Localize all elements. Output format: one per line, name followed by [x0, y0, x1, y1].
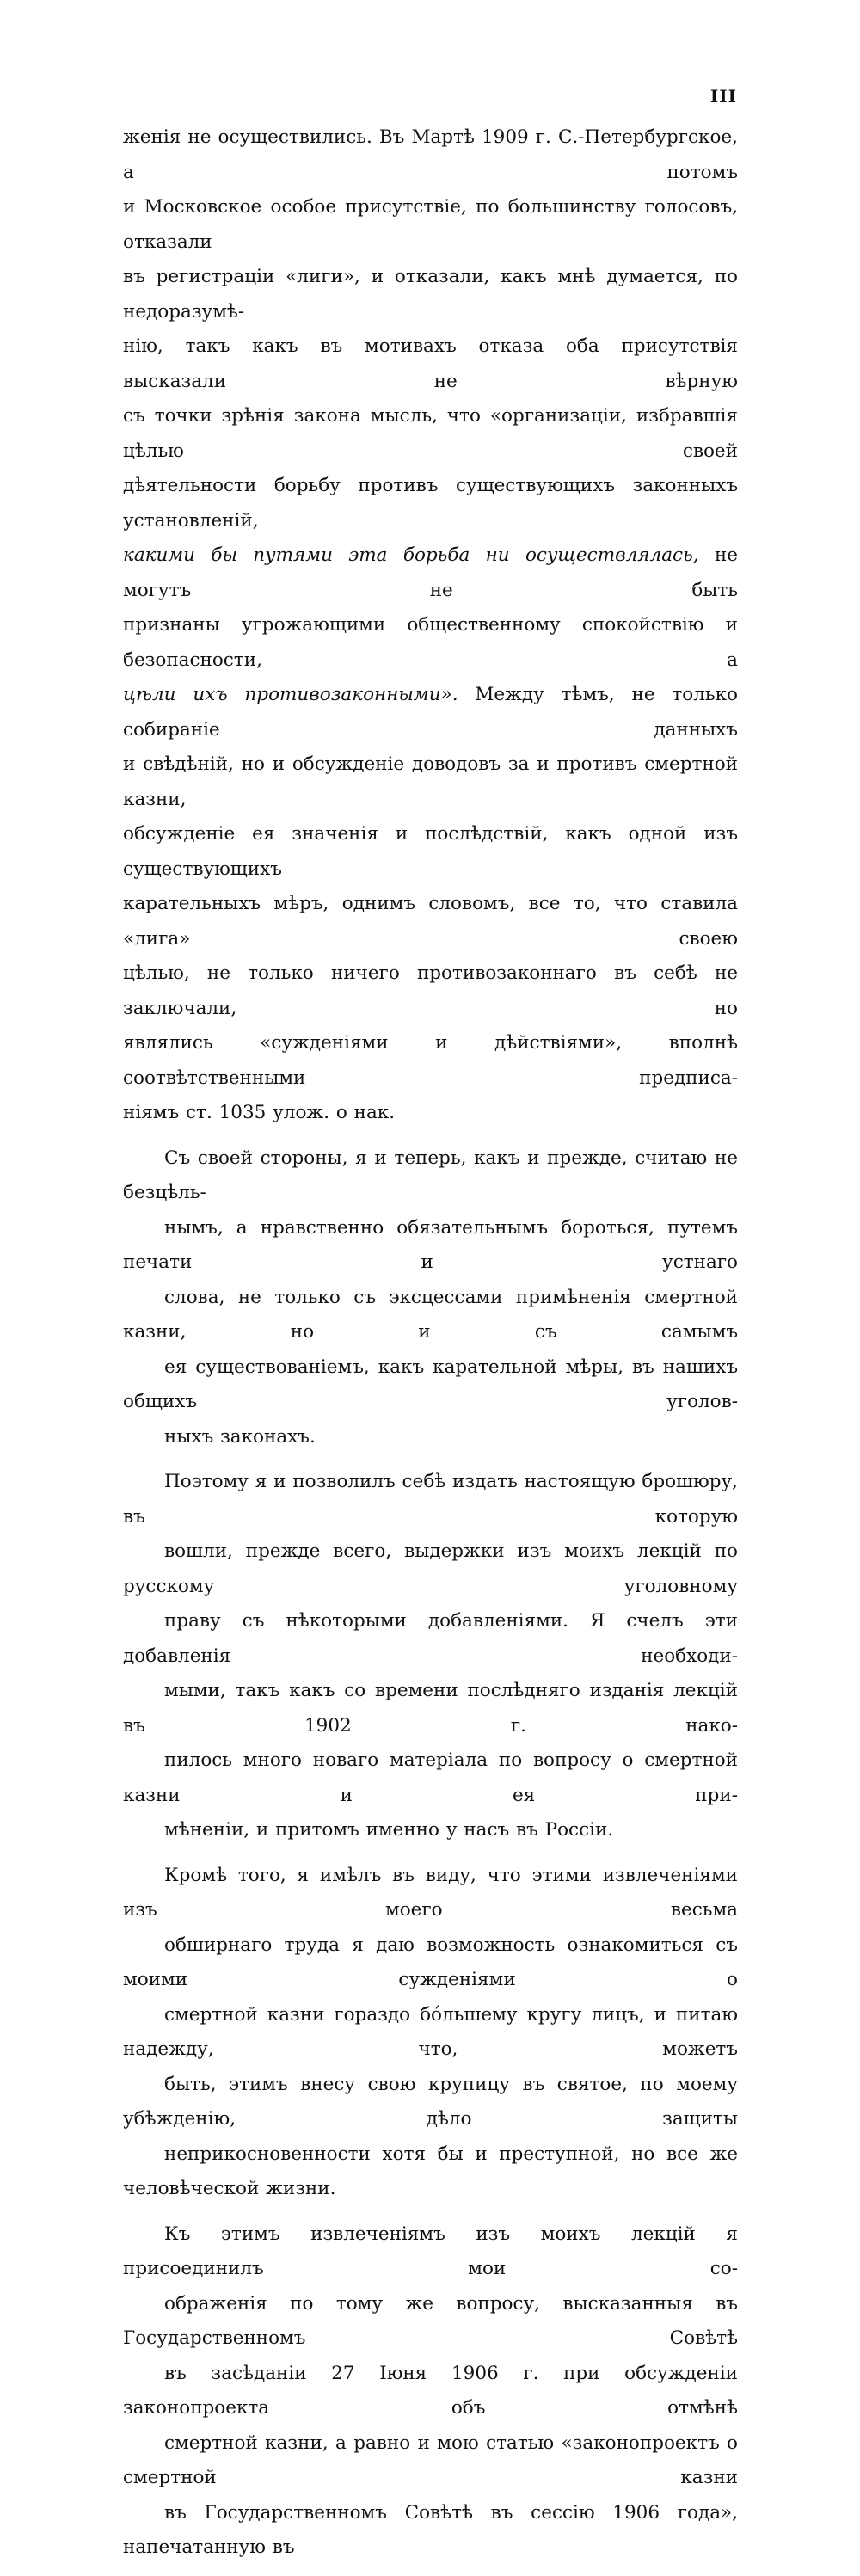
- text-line: вошли, прежде всего, выдержки изъ моихъ лекцій по русскому уголовному: [123, 1540, 738, 1597]
- text-line: Поэтому я и позволилъ себѣ издать настоящую брошюру, въ которую: [123, 1471, 738, 1528]
- text-line: мыми, такъ какъ со времени послѣдняго изданія лекцій въ 1902 г. нако-: [123, 1680, 738, 1737]
- paragraph-4: [123, 1859, 738, 2207]
- text-line: слова, не только съ эксцессами примѣненія смертной казни, но и съ самымъ: [123, 1286, 738, 1343]
- text-line: признаны угрожающими общественному спокойствію и безопасности, а: [123, 614, 738, 671]
- text-line: съ точки зрѣнія закона мысль, что «организаціи, избравшія цѣлью своей: [123, 405, 738, 462]
- text-line: въ Государственномъ Совѣтѣ въ сессію 1906 года», напечатанную въ: [123, 2501, 738, 2558]
- text-line: въ регистраціи «лиги», и отказали, какъ мнѣ думается, по недоразумѣ-: [123, 266, 738, 323]
- paragraph-2: [123, 1141, 738, 1455]
- text-line: обсужденіе ея значенія и послѣдствій, какъ одной изъ существующихъ: [123, 823, 738, 880]
- text-line: смертной казни, а равно и мою статью «законопроектъ о смертной казни: [123, 2432, 738, 2488]
- paragraph-3: [123, 1465, 738, 1848]
- text-line: ныхъ законахъ.: [164, 1425, 316, 1448]
- regular-text: Между тѣмъ, не только собираніе данныхъ: [123, 684, 738, 741]
- text-line: карательныхъ мѣръ, однимъ словомъ, все то, что ставила «лига» своею: [123, 893, 738, 950]
- text-line: [123, 678, 738, 747]
- italic-text: цѣли ихъ противозаконными».: [123, 684, 458, 705]
- italic-text: какими бы путями эта борьба ни осуществлялась,: [123, 544, 699, 566]
- body-text: [123, 120, 738, 2576]
- text-line: и свѣдѣній, но и обсужденіе доводовъ за и противъ смертной казни,: [123, 753, 738, 810]
- text-line: нію, такъ какъ въ мотивахъ отказа оба присутствія высказали не вѣрную: [123, 335, 738, 392]
- text-line: дѣятельности борьбу противъ существующихъ законныхъ установленій,: [123, 475, 738, 532]
- text-line: ніямъ ст. 1035 улож. о нак.: [123, 1102, 396, 1123]
- text-line: [123, 538, 738, 608]
- page-number: III: [710, 86, 737, 107]
- text-line: неприкосновенности хотя бы и преступной, но все же человѣческой жизни.: [123, 2143, 738, 2199]
- text-line: праву съ нѣкоторыми добавленіями. Я счелъ эти добавленія необходи-: [123, 1610, 738, 1667]
- text-line: нымъ, а нравственно обязательнымъ бороться, путемъ печати и устнаго: [123, 1216, 738, 1273]
- text-line: ея существованіемъ, какъ карательной мѣры, въ нашихъ общихъ уголов-: [123, 1356, 738, 1412]
- text-line: ображенія по тому же вопросу, высказанныя въ Государственномъ Совѣтѣ: [123, 2292, 738, 2349]
- text-line: Съ своей стороны, я и теперь, какъ и прежде, считаю не безцѣль-: [123, 1147, 738, 1203]
- text-line: женія не осуществились. Въ Мартѣ 1909 г. С.-Петербургское, а потомъ: [123, 126, 738, 183]
- text-line: смертной казни гораздо бо́льшему кругу лицъ, и питаю надежду, что, можетъ: [123, 2003, 738, 2060]
- text-line: являлись «сужденіями и дѣйствіями», вполнѣ соотвѣтственными предписа-: [123, 1032, 738, 1089]
- text-line: Къ этимъ извлеченіямъ изъ моихъ лекцій я присоединилъ мои со-: [123, 2222, 738, 2279]
- text-line: и Московское особое присутствіе, по большинству голосовъ, отказали: [123, 196, 738, 253]
- paragraph-5: [123, 2217, 738, 2566]
- text-line: цѣлью, не только ничего противозаконнаго въ себѣ не заключали, но: [123, 962, 738, 1019]
- text-line: въ засѣданіи 27 Іюня 1906 г. при обсужденіи законопроекта объ отмѣнѣ: [123, 2362, 738, 2419]
- text-line: пилось много новаго матеріала по вопросу о смертной казни и ея при-: [123, 1749, 738, 1806]
- text-line: быть, этимъ внесу свою крупицу въ святое, по моему убѣжденію, дѣло защиты: [123, 2073, 738, 2130]
- text-line: обширнаго труда я даю возможность ознакомиться съ моими сужденіями о: [123, 1934, 738, 1990]
- regular-text: не могутъ не быть: [123, 544, 739, 601]
- text-line: Кромѣ того, я имѣлъ въ виду, что этими извлеченіями изъ моего весьма: [123, 1864, 738, 1921]
- text-line: мѣненіи, и притомъ именно у насъ въ Россіи.: [164, 1819, 614, 1841]
- paragraph-1: [123, 120, 738, 1131]
